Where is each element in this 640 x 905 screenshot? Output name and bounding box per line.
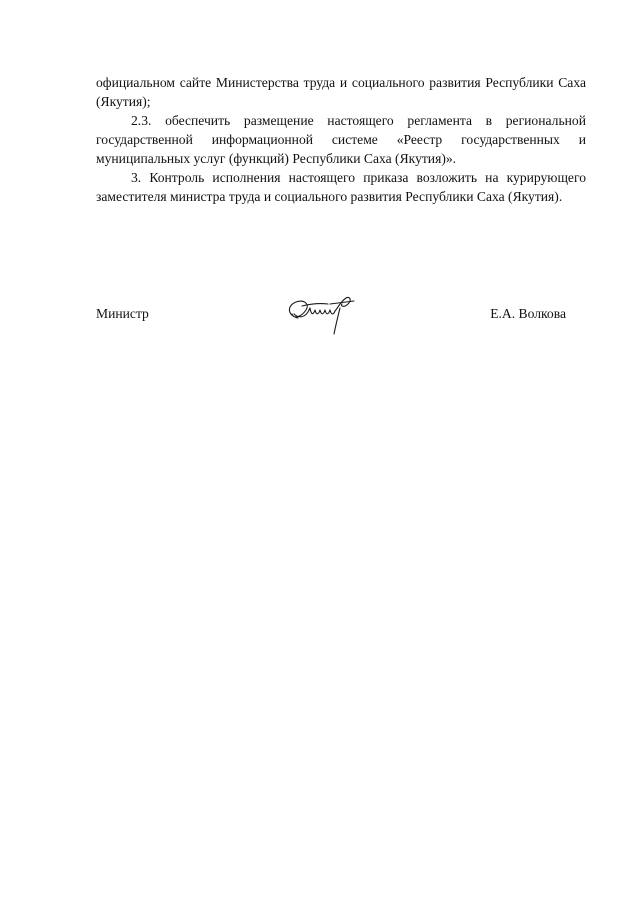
signer-name: Е.А. Волкова	[490, 306, 566, 321]
paragraph-1-line-1: официальном сайте Министерства труда и социального развития Республики Саха	[96, 75, 586, 90]
signature-block	[96, 300, 566, 340]
paragraph-2-line-2: государственной информационной системе «Реестр государственных и	[96, 132, 586, 147]
paragraph-2-line-3: муниципальных услуг (функций) Республики Саха (Якутия)».	[96, 151, 457, 166]
handwritten-signature	[280, 292, 360, 340]
paragraph-2-line-1: 2.3. обеспечить размещение настоящего регламента в региональной	[131, 113, 586, 128]
document-body	[96, 73, 586, 206]
paragraph-1-line-2: (Якутия);	[96, 94, 151, 109]
paragraph-3-line-2: заместителя министра труда и социального развития Республики Саха (Якутия).	[96, 189, 563, 204]
paragraph-3-line-1: 3. Контроль исполнения настоящего приказа возложить на курирующего	[131, 170, 586, 185]
signer-title: Министр	[96, 306, 149, 321]
